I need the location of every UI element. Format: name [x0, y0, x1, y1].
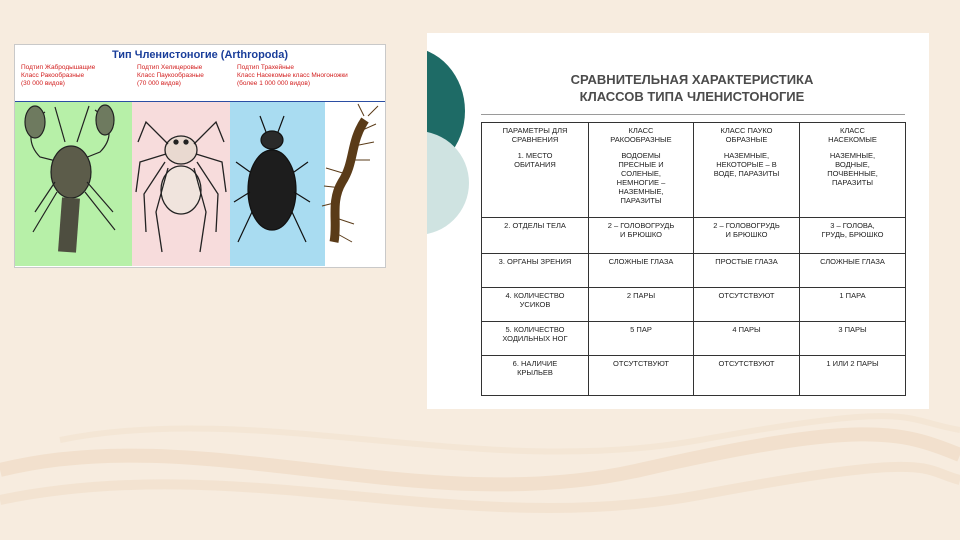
- cell-line: НЕКОТОРЫЕ – В: [716, 160, 777, 169]
- table-cell: [694, 123, 800, 218]
- cell-line: 2. ОТДЕЛЫ ТЕЛА: [504, 221, 566, 230]
- table-cell: [482, 254, 589, 288]
- caption-line: Класс Паукообразные: [137, 72, 204, 79]
- cell-line: 2 – ГОЛОВОГРУДЬ: [607, 221, 675, 230]
- cell-line: ГРУДЬ, БРЮШКО: [821, 230, 884, 239]
- cell-line: ОБИТАНИЯ: [514, 160, 556, 169]
- cell-line: КЛАСС ПАУКО: [720, 126, 773, 135]
- cell-line: 2 ПАРЫ: [626, 291, 656, 300]
- table-cell: [694, 288, 800, 322]
- caption-line: Подтип Трахейные: [237, 64, 295, 71]
- cell-line: ПАРАЗИТЫ: [620, 196, 662, 205]
- crayfish-picture: [15, 102, 132, 266]
- cell-line: НАЗЕМНЫЕ,: [723, 151, 770, 160]
- table-row: [482, 123, 906, 218]
- caption-line: Класс Ракообразные: [21, 72, 85, 79]
- cell-line: ВОДНЫЕ,: [835, 160, 870, 169]
- table-row: [482, 254, 906, 288]
- cell-line: СЛОЖНЫЕ ГЛАЗА: [820, 257, 885, 266]
- cell-line: ХОДИЛЬНЫХ НОГ: [502, 334, 568, 343]
- cell-line: ПРЕСНЫЕ И: [618, 160, 664, 169]
- title-line: СРАВНИТЕЛЬНАЯ ХАРАКТЕРИСТИКА: [570, 72, 814, 87]
- cell-line: КРЫЛЬЕВ: [517, 368, 553, 377]
- cell-line: НЕМНОГИЕ –: [616, 178, 666, 187]
- cell-line: КЛАСС: [840, 126, 865, 135]
- cell-line: 5 ПАР: [630, 325, 652, 334]
- comparison-table: [481, 122, 906, 396]
- cell-line: ПАРАЗИТЫ: [832, 178, 873, 187]
- table-cell: [589, 254, 694, 288]
- cell-line: 2 – ГОЛОВОГРУДЬ: [713, 221, 780, 230]
- table-cell: [694, 322, 800, 356]
- cell-line: ВОДОЕМЫ: [621, 151, 661, 160]
- comparison-slide: [427, 33, 929, 409]
- cell-line: 3. ОРГАНЫ ЗРЕНИЯ: [498, 257, 572, 266]
- cell-line: НАСЕКОМЫЕ: [828, 135, 877, 144]
- table-cell: [800, 218, 906, 254]
- spider-drawing: [132, 102, 230, 266]
- insects-picture: [230, 102, 385, 266]
- cell-line: СЛОЖНЫЕ ГЛАЗА: [608, 257, 674, 266]
- cell-line: ПОЧВЕННЫЕ,: [827, 169, 878, 178]
- cell-line: ОТСУТСТВУЮТ: [613, 359, 669, 368]
- cell-line: УСИКОВ: [519, 300, 551, 309]
- cell-line: 4 ПАРЫ: [732, 325, 761, 334]
- caption-line: Подтип Хелицеровые: [137, 64, 203, 71]
- table-cell: [589, 218, 694, 254]
- caption-line: (70 000 видов): [137, 80, 181, 87]
- table-cell: [589, 322, 694, 356]
- caption-line: Подтип Жабродышащие: [21, 64, 96, 71]
- caption-line: (более 1 000 000 видов): [237, 80, 311, 87]
- cell-line: И БРЮШКО: [725, 230, 768, 239]
- table-cell: [482, 322, 589, 356]
- cell-line: СРАВНЕНИЯ: [511, 135, 559, 144]
- table-cell: [800, 288, 906, 322]
- table-cell: [800, 254, 906, 288]
- caption-line: (30 000 видов): [21, 80, 65, 87]
- table-cell: [482, 288, 589, 322]
- cell-line: 5. КОЛИЧЕСТВО: [505, 325, 565, 334]
- title-divider: [481, 114, 905, 115]
- cell-line: 6. НАЛИЧИЕ: [512, 359, 558, 368]
- table-cell: [694, 218, 800, 254]
- cell-line: ОБРАЗНЫЕ: [725, 135, 768, 144]
- cell-line: ОТСУТСТВУЮТ: [718, 359, 775, 368]
- table-cell: [694, 254, 800, 288]
- table-row: [482, 356, 906, 396]
- cell-line: 1 ПАРА: [839, 291, 866, 300]
- crayfish-drawing: [15, 102, 132, 266]
- group-caption-crustaceans: [21, 64, 95, 88]
- table-cell: [800, 123, 906, 218]
- table-cell: [482, 356, 589, 396]
- cell-line: 3 – ГОЛОВА,: [830, 221, 875, 230]
- table-cell: [589, 356, 694, 396]
- cell-line: РАКООБРАЗНЫЕ: [610, 135, 672, 144]
- cell-line: И БРЮШКО: [620, 230, 662, 239]
- table-cell: [800, 322, 906, 356]
- cell-line: НАЗЕМНЫЕ,: [829, 151, 876, 160]
- cell-line: 4. КОЛИЧЕСТВО: [505, 291, 565, 300]
- cell-line: ВОДЕ, ПАРАЗИТЫ: [713, 169, 780, 178]
- cell-line: 1. МЕСТО: [517, 151, 553, 160]
- table-cell: [589, 288, 694, 322]
- table-cell: [800, 356, 906, 396]
- light-circle: [427, 131, 469, 235]
- table-row: [482, 322, 906, 356]
- table-cell: [694, 356, 800, 396]
- group-caption-insects: [237, 64, 348, 88]
- title-line: КЛАССОВ ТИПА ЧЛЕНИСТОНОГИЕ: [579, 89, 805, 104]
- caption-line: Класс Насекомые класс Многоножки: [237, 72, 348, 79]
- cell-line: 1 ИЛИ 2 ПАРЫ: [826, 359, 879, 368]
- slide-title: [507, 71, 877, 105]
- arthropoda-image: [14, 44, 386, 268]
- table-cell: [482, 218, 589, 254]
- table-row: [482, 218, 906, 254]
- beetle-centipede-drawing: [230, 102, 385, 266]
- group-caption-arachnids: [137, 64, 204, 88]
- cell-line: ПАРАМЕТРЫ ДЛЯ: [502, 126, 568, 135]
- table-cell: [589, 123, 694, 218]
- cell-line: КЛАСС: [628, 126, 654, 135]
- cell-line: ОТСУТСТВУЮТ: [718, 291, 775, 300]
- table-row: [482, 288, 906, 322]
- pictures-row: [15, 101, 385, 266]
- cell-line: СОЛЕНЫЕ,: [620, 169, 662, 178]
- cell-line: НАЗЕМНЫЕ,: [618, 187, 664, 196]
- spider-picture: [132, 102, 230, 266]
- cell-line: 3 ПАРЫ: [838, 325, 867, 334]
- table-cell: [482, 123, 589, 218]
- image-title: Тип Членистоногие (Arthropoda): [111, 49, 289, 61]
- cell-line: ПРОСТЫЕ ГЛАЗА: [715, 257, 778, 266]
